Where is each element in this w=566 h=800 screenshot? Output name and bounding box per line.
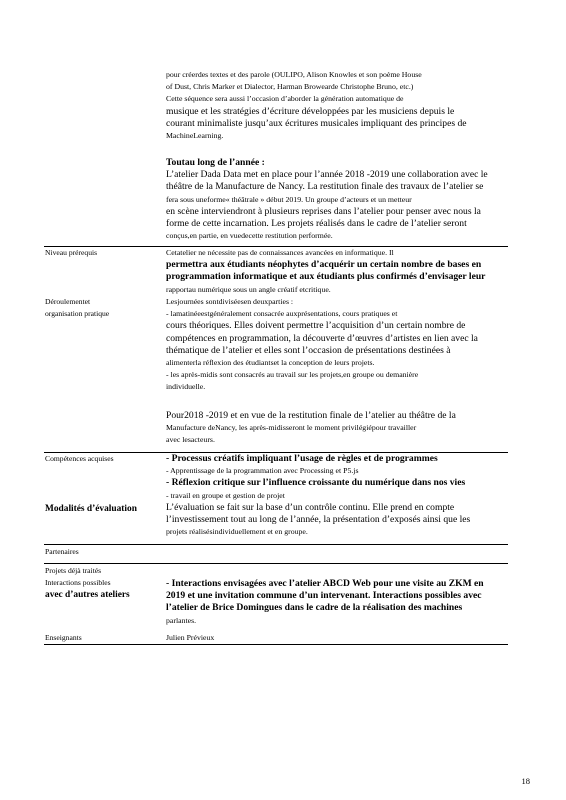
text-line: pour créerdes textes et des parole (OULIPO, Alison Knowles et son poème House — [166, 70, 422, 79]
text-line: L’évaluation se fait sur la base d’un contrôle continu. Elle prend en compte — [166, 502, 455, 513]
enseignants-value: Julien Prévieux — [166, 633, 215, 642]
page-number: 18 — [521, 776, 530, 786]
text-line: compétences en programmation, la découverte d’œuvres d’artistes en lien avec la — [166, 332, 478, 344]
row-label-projets — [45, 565, 130, 601]
text-line: alimenterla réflexion des étudiantset la conception de leurs projets. — [166, 358, 375, 368]
text-line: programmation informatique et aux étudiants plus confirmés d’envisager leur — [166, 271, 486, 283]
text-line: MachineLearning. — [166, 131, 224, 141]
text-line: Lesjournées sontdiviséesen deuxparties : — [166, 297, 294, 306]
text-line: thématique de l’atelier et elles sont l’occasion de présentations destinées à — [166, 344, 451, 356]
interactions-content — [166, 578, 508, 627]
text-line: Manufacture deNancy, les après-midisseront le moment privilégiépour travailler — [166, 423, 417, 433]
text-line: avec lesacteurs. — [166, 435, 215, 445]
text-line: - Interactions envisagées avec l’atelier ABCD Web pour une visite au ZKM en — [166, 578, 484, 589]
row-label-niveau: Niveau prérequis — [45, 248, 98, 257]
text-line: l’investissement tout au long de l’année, la présentation d’exposés ainsi que les — [166, 514, 471, 526]
text-line: parlantes. — [166, 615, 197, 625]
deroulement-content-2 — [166, 410, 508, 447]
table-rule — [44, 644, 508, 645]
row-label-partenaires: Partenaires — [45, 547, 79, 556]
text-line: - Apprentissage de la programmation avec Processing et P5.js — [166, 466, 359, 476]
text-line: l’atelier de Brice Domingues dans le cadre de la réalisation des machines — [166, 602, 463, 614]
text-line: 2019 et une invitation commune d’un intervenant. Interactions possibles avec — [166, 590, 482, 602]
row-label-deroulement — [45, 296, 109, 320]
text-line: musique et les stratégies d’écriture développées par les musiciens depuis le — [166, 105, 455, 117]
text-line: L’atelier Dada Data met en place pour l’année 2018 -2019 une collaboration avec le — [166, 169, 488, 181]
text-line: forme de cette incarnation. Les projets réalisés dans le cadre de l’atelier seront — [166, 218, 467, 230]
row-label-modalites: Modalités d’évaluation — [45, 504, 137, 514]
text-line: - Processus créatifs impliquant l’usage de règles et de programmes — [166, 453, 438, 464]
label-line: Projets déjà traités — [45, 566, 102, 575]
text-line: individuelle. — [166, 382, 206, 392]
deroulement-content — [166, 296, 508, 394]
label-line: Interactions possibles — [45, 578, 111, 587]
text-line: Pour2018 -2019 et en vue de la restitution finale de l’atelier au théâtre de la — [166, 410, 456, 421]
text-line: - Réflexion critique sur l’influence croissante du numérique dans nos vies — [166, 477, 466, 489]
text-line: Cetatelier ne nécessite pas de connaissances avancées en informatique. Il — [166, 248, 394, 257]
text-line: cours théoriques. Elles doivent permettre l’acquisition d’un certain nombre de — [166, 320, 466, 332]
text-line: fera sous uneforme« théâtrale » début 2019. Un groupe d’acteurs et un metteur — [166, 194, 412, 204]
text-line: Cette séquence sera aussi l’occasion d’aborder la génération automatique de — [166, 94, 404, 104]
row-label-enseignants: Enseignants — [45, 633, 82, 642]
intro-paragraph — [166, 69, 508, 142]
row-label-competences: Compétences acquises — [45, 454, 114, 463]
text-line: conçus,en partie, en vuedecette restitution performée. — [166, 231, 333, 241]
text-line: en scène interviendront à plusieurs reprises dans l’atelier pour penser avec nous la — [166, 205, 481, 217]
niveau-content — [166, 247, 508, 296]
table-rule — [44, 544, 508, 545]
text-line: - lamatinéeestgénéralement consacrée auxprésentations, cours pratiques et — [166, 309, 398, 319]
label-line: avec d’autres ateliers — [45, 590, 130, 600]
text-line: - travail en groupe et gestion de projet — [166, 490, 285, 500]
text-line: - les après-midis sont consacrés au travail sur les projets,en groupe ou demanière — [166, 370, 419, 380]
label-line: organisation pratique — [45, 309, 110, 318]
text-line: permettra aux étudiants néophytes d’acquérir un certain nombre de bases en — [166, 259, 482, 271]
modalites-content — [166, 502, 508, 539]
section-heading: Toutau long de l’année : — [166, 157, 265, 168]
table-rule — [44, 563, 508, 564]
competences-content — [166, 453, 508, 502]
text-line: courant minimaliste jusqu’aux écritures musicales impliquant des principes de — [166, 117, 467, 129]
year-section — [166, 157, 508, 242]
text-line: rapportau numérique sous un angle créatif etcritique. — [166, 284, 331, 294]
label-line: Déroulementet — [45, 297, 91, 306]
text-line: of Dust, Chris Marker et Dialector, Harman Browearde Christophe Bruno, etc.) — [166, 82, 414, 92]
text-line: projets réalisésindividuellement et en groupe. — [166, 527, 308, 537]
text-line: théâtre de la Manufacture de Nancy. La restitution finale des travaux de l’atelier se — [166, 181, 484, 193]
